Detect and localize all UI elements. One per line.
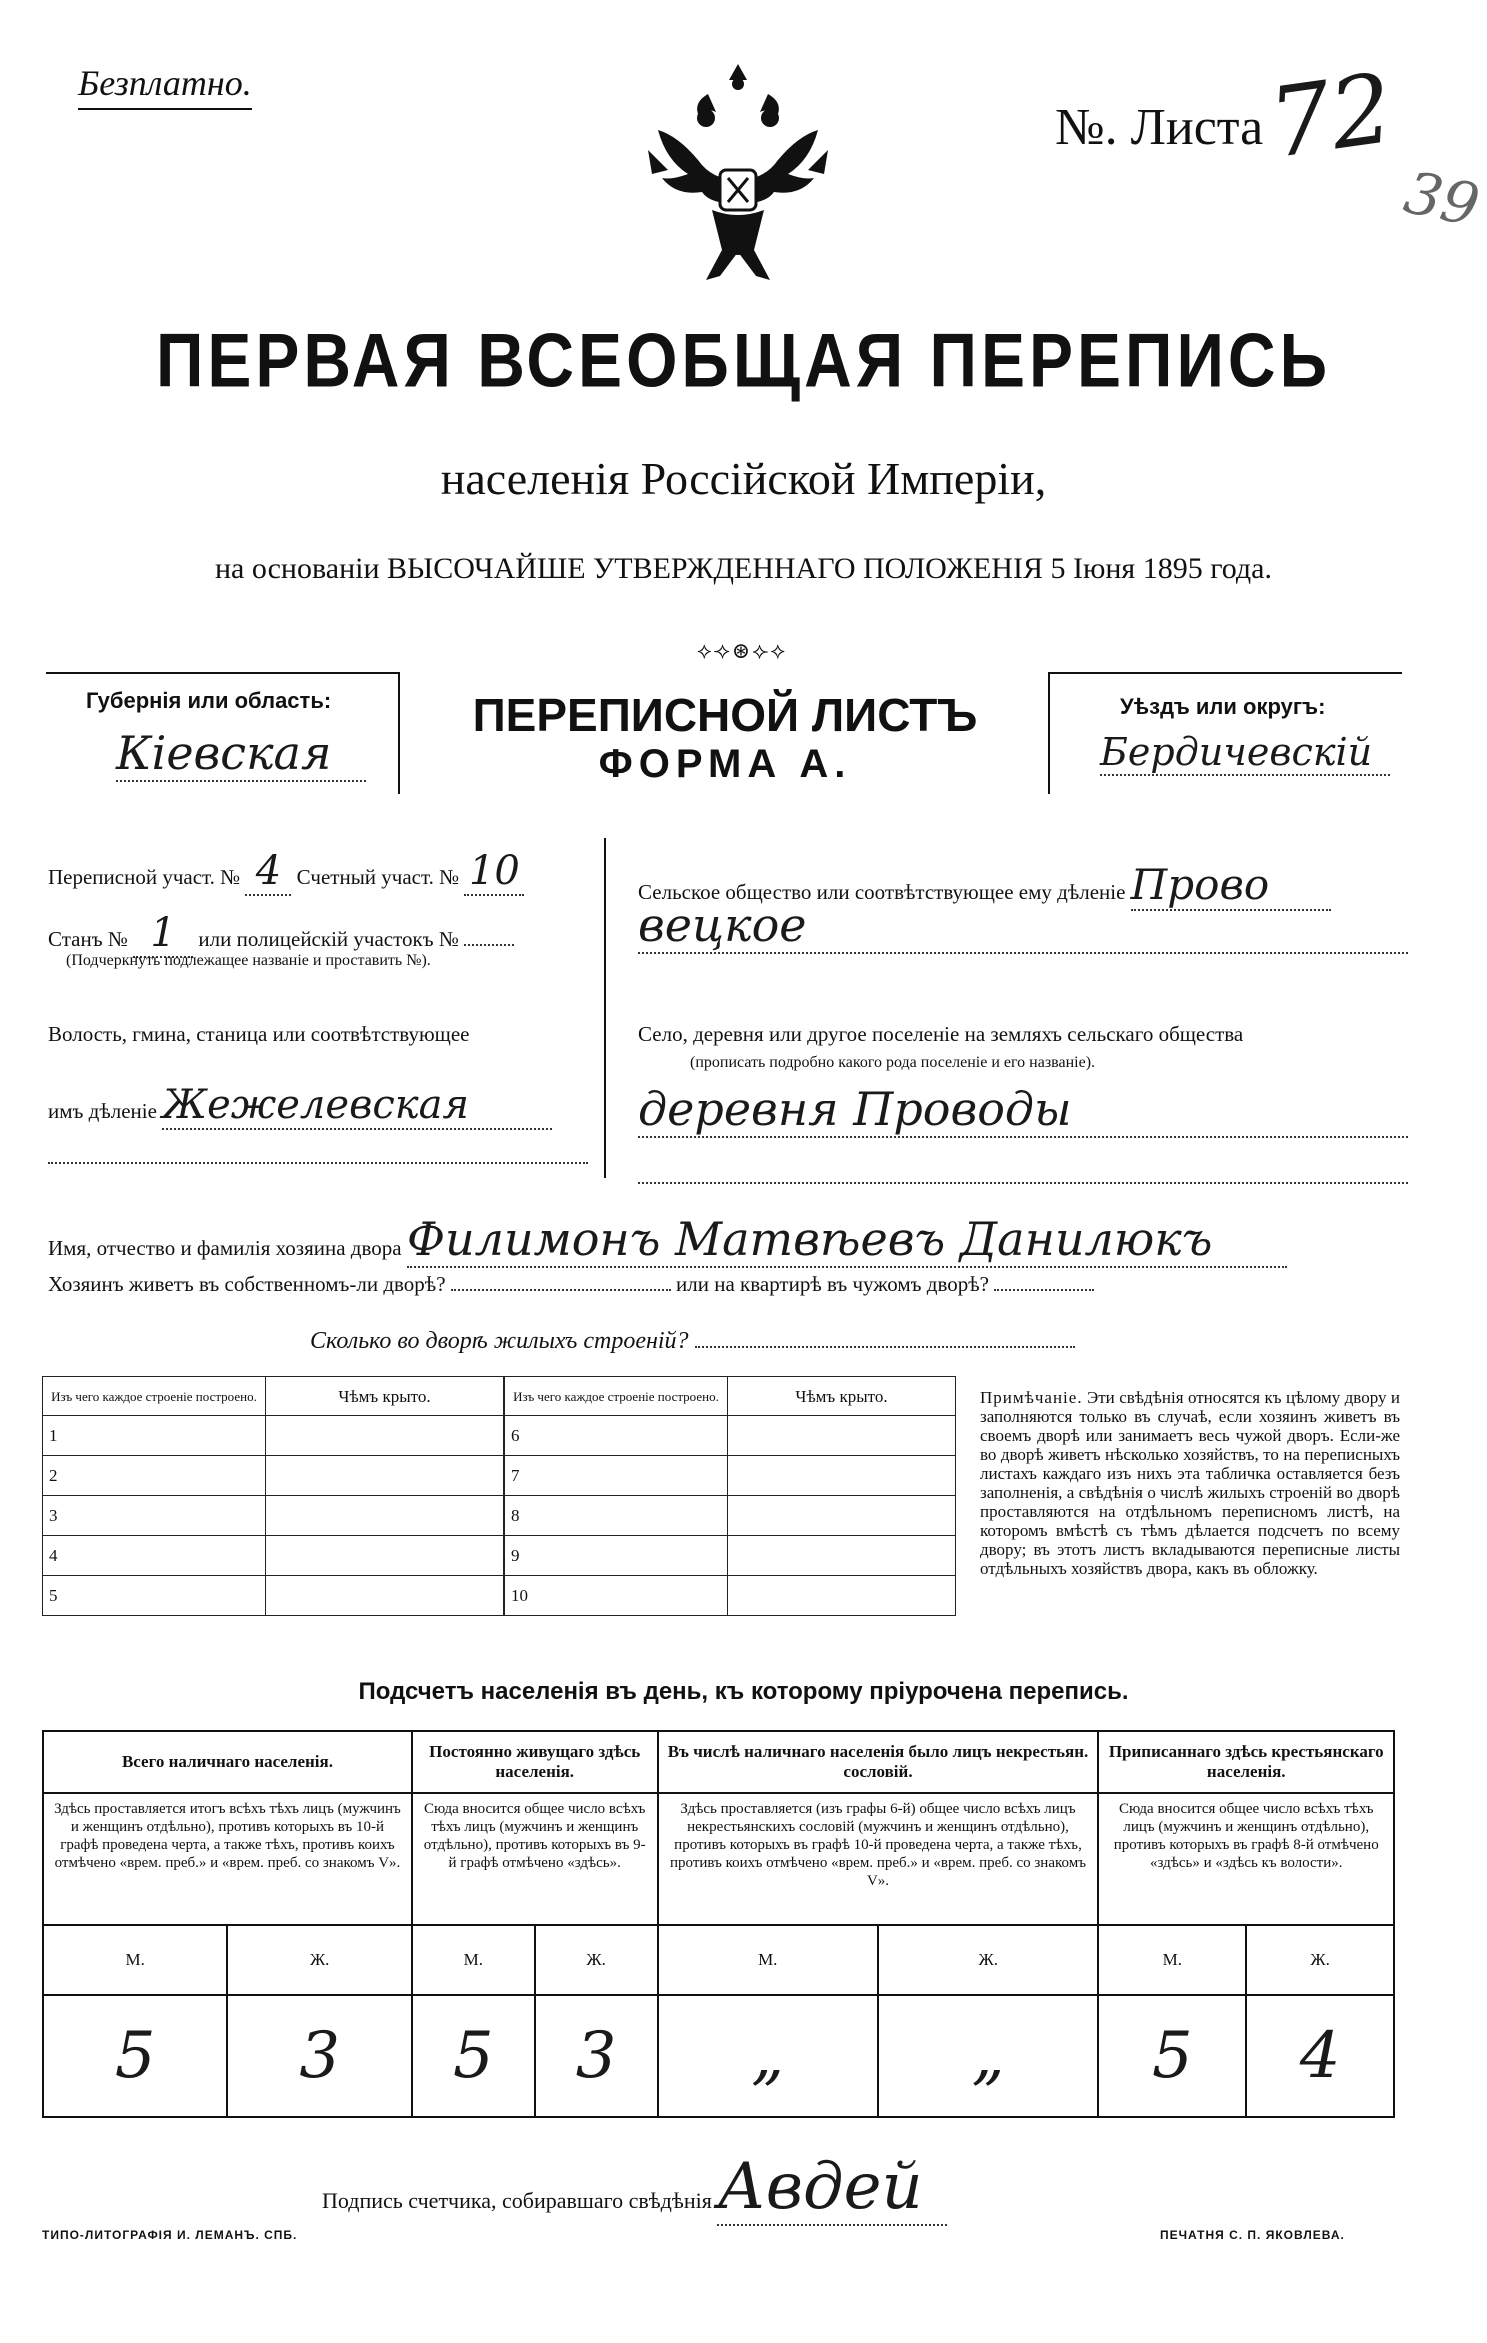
basis-line: на основаніи ВЫСОЧАЙШЕ УТВЕРЖДЕННАГО ПОЛОЖЕНІЯ 5 Іюня 1895 года. <box>215 552 1272 585</box>
col-permanent-desc: Сюда вносится общее число всѣхъ тѣхъ лицъ (мужчинъ и женщинъ отдѣльно), противъ которыхъ въ 9-й графѣ отмѣчено «здѣсь». <box>412 1793 658 1925</box>
total-male-value[interactable]: 5 <box>43 1995 227 2117</box>
row-number: 4 <box>43 1536 266 1576</box>
row-number: 2 <box>43 1456 266 1496</box>
peasant-female-value[interactable]: 4 <box>1246 1995 1394 2117</box>
col-peasant-header: Приписаннаго здѣсь крестьянскаго населенія. <box>1098 1731 1394 1793</box>
buildings-label: Сколько во дворѣ жилыхъ строеній? <box>310 1328 689 1354</box>
signature-value[interactable]: Авдей <box>717 2150 947 2226</box>
volost-label: Волость, гмина, станица или соотвѣтствующее <box>48 1022 470 1046</box>
male-label: М. <box>1098 1925 1246 1995</box>
owner-lives-line <box>48 1272 1094 1297</box>
stan-value[interactable]: 1 <box>133 910 193 958</box>
roof-cell[interactable] <box>266 1456 504 1496</box>
form-subtitle: ФОРМА А. <box>598 742 852 786</box>
ornament-divider: ⟡⟢⊛⟣⟡ <box>696 638 788 663</box>
village-extra-line[interactable] <box>638 1180 1408 1184</box>
owner-line <box>48 1212 1287 1268</box>
section-divider <box>604 838 606 1178</box>
female-label: Ж. <box>1246 1925 1394 1995</box>
village-label: Село, деревня или другое поселеніе на земляхъ сельскаго общества <box>638 1022 1244 1046</box>
guberniya-label: Губернія или область: <box>86 688 332 713</box>
nonpeasant-male-value[interactable]: „ <box>658 1995 878 2117</box>
roof-cell[interactable] <box>266 1416 504 1456</box>
volost-extra-line[interactable] <box>48 1160 588 1164</box>
uezd-label: Уѣздъ или округъ: <box>1120 694 1326 719</box>
owner-lives-value[interactable] <box>451 1289 671 1291</box>
stan-label: Станъ № <box>48 927 128 951</box>
row-number: 10 <box>505 1576 728 1616</box>
signature-line <box>322 2150 947 2226</box>
male-label: М. <box>43 1925 227 1995</box>
note-text: Эти свѣдѣнія относятся къ цѣлому двору и заполняются только въ случаѣ, если хозяинъ живетъ въ своемъ дворѣ или занимаетъ весь чужой дворъ. Если-же во дворѣ живетъ нѣсколько хозяйствъ, то на переписныхъ листахъ каждаго изъ нихъ эта табличка оставляется безъ заполненія, а свѣдѣнія о числѣ жилыхъ строеній во дворѣ проставляются на отдѣльномъ переписномъ листѣ, на которомъ вмѣстѣ съ тѣмъ дѣлается подсчетъ по всему двору; въ этотъ листъ вкладываются переписные листы отдѣльныхъ хозяйствъ двора, какъ въ обложку. <box>980 1388 1400 1578</box>
population-title: Подсчетъ населенія въ день, къ которому пріурочена перепись. <box>358 1678 1129 1705</box>
owner-or-value[interactable] <box>994 1289 1094 1291</box>
col-material-header: Изъ чего каждое строеніе построено. <box>43 1377 266 1416</box>
double-headed-eagle-emblem <box>628 60 848 290</box>
society-value-1[interactable]: Прово <box>1131 860 1331 911</box>
sheet-number-label: №. Листа <box>1055 99 1264 156</box>
row-number: 5 <box>43 1576 266 1616</box>
free-label: Безплатно. <box>78 62 252 110</box>
census-district-label: Переписной участ. № <box>48 865 241 889</box>
col-nonpeasant-desc: Здѣсь проставляется (изъ графы 6-й) общее число всѣхъ лицъ некрестьянскихъ сословій (мужчинъ и женщинъ отдѣльно), противъ которыхъ въ графѣ 10-й проведена черта, а также тѣхъ, противъ коихъ отмѣчено «врем. преб.» и «врем. преб. со знакомъ V». <box>658 1793 1099 1925</box>
note-title: Примѣчаніе. <box>980 1388 1083 1407</box>
col-total-header: Всего наличнаго населенія. <box>43 1731 412 1793</box>
form-title: ПЕРЕПИСНОЙ ЛИСТЪ <box>472 689 978 741</box>
owner-name-value[interactable]: Филимонъ Матвѣевъ Данилюкъ <box>407 1212 1287 1268</box>
society-value-2[interactable]: вецкое <box>638 898 1408 954</box>
row-number: 6 <box>505 1416 728 1456</box>
counting-district-label: Счетный участ. № <box>296 865 460 889</box>
col-total-desc: Здѣсь проставляется итогъ всѣхъ тѣхъ лицъ (мужчинъ и женщинъ отдѣльно), противъ которыхъ въ 10-й графѣ проведена черта, а также тѣхъ, противъ коихъ отмѣчено «врем. преб.» и «врем. преб. со знакомъ V». <box>43 1793 412 1925</box>
row-number: 8 <box>505 1496 728 1536</box>
footer-right: ПЕЧАТНЯ С. П. ЯКОВЛЕВА. <box>1160 2228 1345 2242</box>
total-female-value[interactable]: 3 <box>227 1995 411 2117</box>
col-roof-header: Чѣмъ крыто. <box>266 1377 504 1416</box>
nonpeasant-female-value[interactable]: „ <box>878 1995 1098 2117</box>
roof-cell[interactable] <box>266 1576 504 1616</box>
permanent-male-value[interactable]: 5 <box>412 1995 535 2117</box>
buildings-line <box>310 1328 1075 1355</box>
male-label: М. <box>412 1925 535 1995</box>
col-peasant-desc: Сюда вносится общее число всѣхъ тѣхъ лицъ (мужчинъ и женщинъ отдѣльно), противъ которыхъ въ графѣ 8-й отмѣчено «здѣсь» и «здѣсь къ волости». <box>1098 1793 1394 1925</box>
stan-line <box>48 910 514 958</box>
volost-line <box>48 1082 552 1130</box>
police-value[interactable] <box>464 944 514 946</box>
buildings-value[interactable] <box>695 1346 1075 1348</box>
owner-or-label: или на квартирѣ въ чужомъ дворѣ? <box>676 1272 989 1296</box>
uezd-box <box>1048 672 1402 794</box>
roof-cell[interactable] <box>728 1416 956 1456</box>
corner-mark: 39 <box>1398 158 1486 240</box>
row-number: 9 <box>505 1536 728 1576</box>
male-label: М. <box>658 1925 878 1995</box>
census-district-line <box>48 848 524 896</box>
peasant-male-value[interactable]: 5 <box>1098 1995 1246 2117</box>
roof-cell[interactable] <box>266 1536 504 1576</box>
roof-cell[interactable] <box>728 1496 956 1536</box>
volost-label-2: имъ дѣленіе <box>48 1099 157 1123</box>
owner-name-label: Имя, отчество и фамилія хозяина двора <box>48 1236 402 1260</box>
footer-left: ТИПО-ЛИТОГРАФІЯ И. ЛЕМАНЪ. СПБ. <box>42 2228 298 2242</box>
col-permanent-header: Постоянно живущаго здѣсь населенія. <box>412 1731 658 1793</box>
guberniya-value[interactable]: Кіевская <box>116 726 366 782</box>
roof-cell[interactable] <box>266 1496 504 1536</box>
village-value[interactable]: деревня Проводы <box>638 1082 1408 1138</box>
note-block <box>980 1388 1400 1578</box>
signature-label: Подпись счетчика, собиравшаго свѣдѣнія <box>322 2188 712 2213</box>
female-label: Ж. <box>535 1925 658 1995</box>
guberniya-box <box>46 672 400 794</box>
subtitle: населенія Россійской Имперіи, <box>440 453 1047 504</box>
row-number: 7 <box>505 1456 728 1496</box>
roof-cell[interactable] <box>728 1576 956 1616</box>
society-label: Сельское общество или соотвѣтствующее ему дѣленіе <box>638 880 1126 904</box>
col-nonpeasant-header: Въ числѣ наличнаго населенія было лицъ некрестьян. сословій. <box>658 1731 1099 1793</box>
col-material-header: Изъ чего каждое строеніе построено. <box>505 1377 728 1416</box>
census-district-value[interactable]: 4 <box>245 848 291 896</box>
sheet-number-value: 72 <box>1262 52 1400 180</box>
row-number: 1 <box>43 1416 266 1456</box>
owner-lives-label: Хозяинъ живетъ въ собственномъ-ли дворѣ? <box>48 1272 446 1296</box>
row-number: 3 <box>43 1496 266 1536</box>
roof-cell[interactable] <box>728 1536 956 1576</box>
population-table <box>42 1730 1395 2118</box>
female-label: Ж. <box>227 1925 411 1995</box>
female-label: Ж. <box>878 1925 1098 1995</box>
police-label: или полицейскій участокъ № <box>198 927 459 951</box>
roof-cell[interactable] <box>728 1456 956 1496</box>
uezd-value[interactable]: Бердичевскій <box>1100 730 1390 776</box>
buildings-table-right <box>504 1376 956 1616</box>
main-title: ПЕРВАЯ ВСЕОБЩАЯ ПЕРЕПИСЬ <box>155 317 1332 403</box>
counting-district-value[interactable]: 10 <box>464 848 524 896</box>
buildings-table-left <box>42 1376 504 1616</box>
police-note: (Подчеркнуть подлежащее названіе и проставить №). <box>66 952 431 969</box>
volost-value[interactable]: Жежелевская <box>162 1082 552 1130</box>
col-roof-header: Чѣмъ крыто. <box>728 1377 956 1416</box>
village-note: (прописать подробно какого рода поселеніе и его названіе). <box>690 1054 1096 1071</box>
permanent-female-value[interactable]: 3 <box>535 1995 658 2117</box>
